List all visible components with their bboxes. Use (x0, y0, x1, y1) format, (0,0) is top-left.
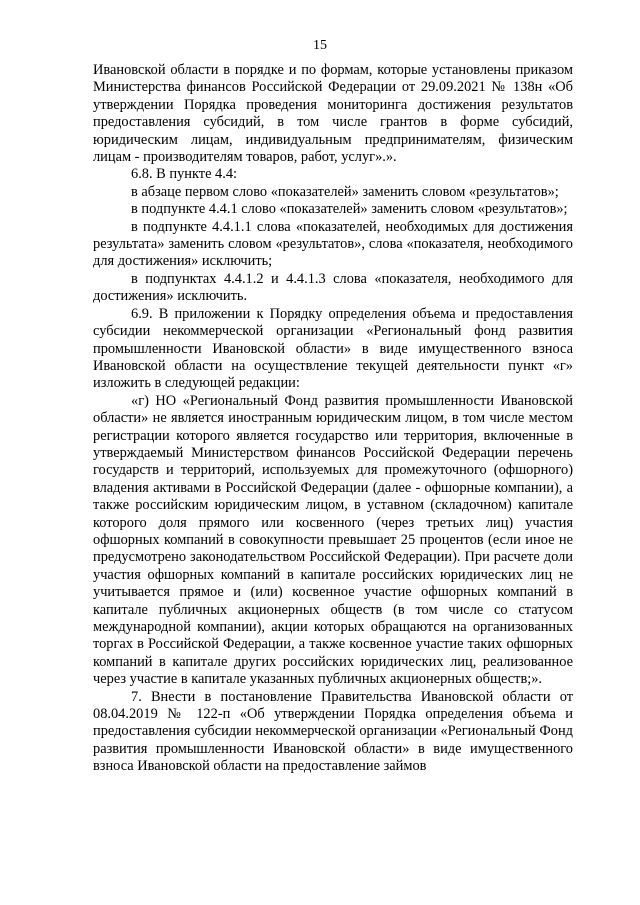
document-body (93, 62, 573, 776)
paragraph-subclause-4-4-1-1: в подпункте 4.4.1.1 слова «показателей, необходимых для достижения результата» заменить словом «результатов», слова «показателя, необходимого для достижения» исключить; (93, 218, 573, 270)
paragraph-subclauses-4-4-1-2-3: в подпунктах 4.4.1.2 и 4.4.1.3 слова «показателя, необходимого для достижения» исключить. (93, 270, 573, 305)
paragraph-clause-6-9: 6.9. В приложении к Порядку определения объема и предоставления субсидии некоммерческой организации «Региональный фонд развития промышленности Ивановской области» в виде имущественного взноса Ивановской области на осуществление текущей деятельности пункт «г» изложить в следующей редакции: (93, 305, 573, 392)
paragraph-first-abzac: в абзаце первом слово «показателей» заменить словом «результатов»; (131, 183, 559, 200)
paragraph-subclause-4-4-1: в подпункте 4.4.1 слово «показателей» заменить словом «результатов»; (131, 201, 568, 218)
paragraph-clause-6-8: 6.8. В пункте 4.4: (131, 166, 238, 183)
paragraph-item-g: «г) НО «Региональный Фонд развития промышленности Ивановской области» не является иностранным юридическим лицом, в том числе местом регистрации которого является государство или территория, включенные в утверждаемый Министерством финансов Российской Федерации перечень государств и территорий, используемых для промежуточного (офшорного) владения активами в Российской Федерации (далее - офшорные компании), а также российским юридическим лицом, в уставном (складочном) капитале которого доля прямого или косвенного (через третьих лиц) участия офшорных компаний в совокупности превышает 25 процентов (если иное не предусмотрено законодательством Российской Федерации). При расчете доли участия офшорных компаний в капитале российских юридических лиц не учитывается прямое и (или) косвенное участие офшорных компаний в капитале публичных акционерных обществ (в том числе со статусом международной компании), акции которых обращаются на организованных торгах в Российской Федерации, а также косвенное участие таких офшорных компаний в капитале других российских юридических лиц, реализованное через участие в капитале указанных публичных акционерных обществ;». (93, 392, 573, 688)
page-number: 15 (313, 38, 327, 53)
paragraph-continuation: Ивановской области в порядке и по формам, которые установлены приказом Министерства финансов Российской Федерации от 29.09.2021 № 138н «Об утверждении Порядка проведения мониторинга достижения результатов предоставления субсидий, в том числе грантов в форме субсидий, юридическим лицам, индивидуальным предпринимателям, физическим лицам - производителям товаров, работ, услуг».». (93, 62, 573, 166)
paragraph-clause-7: 7. Внести в постановление Правительства Ивановской области от 08.04.2019 № 122-п «Об утверждении Порядка определения объема и предоставления субсидии некоммерческой организации «Региональный Фонд развития промышленности Ивановской области» в виде имущественного взноса Ивановской области на предоставление займов (93, 688, 573, 775)
